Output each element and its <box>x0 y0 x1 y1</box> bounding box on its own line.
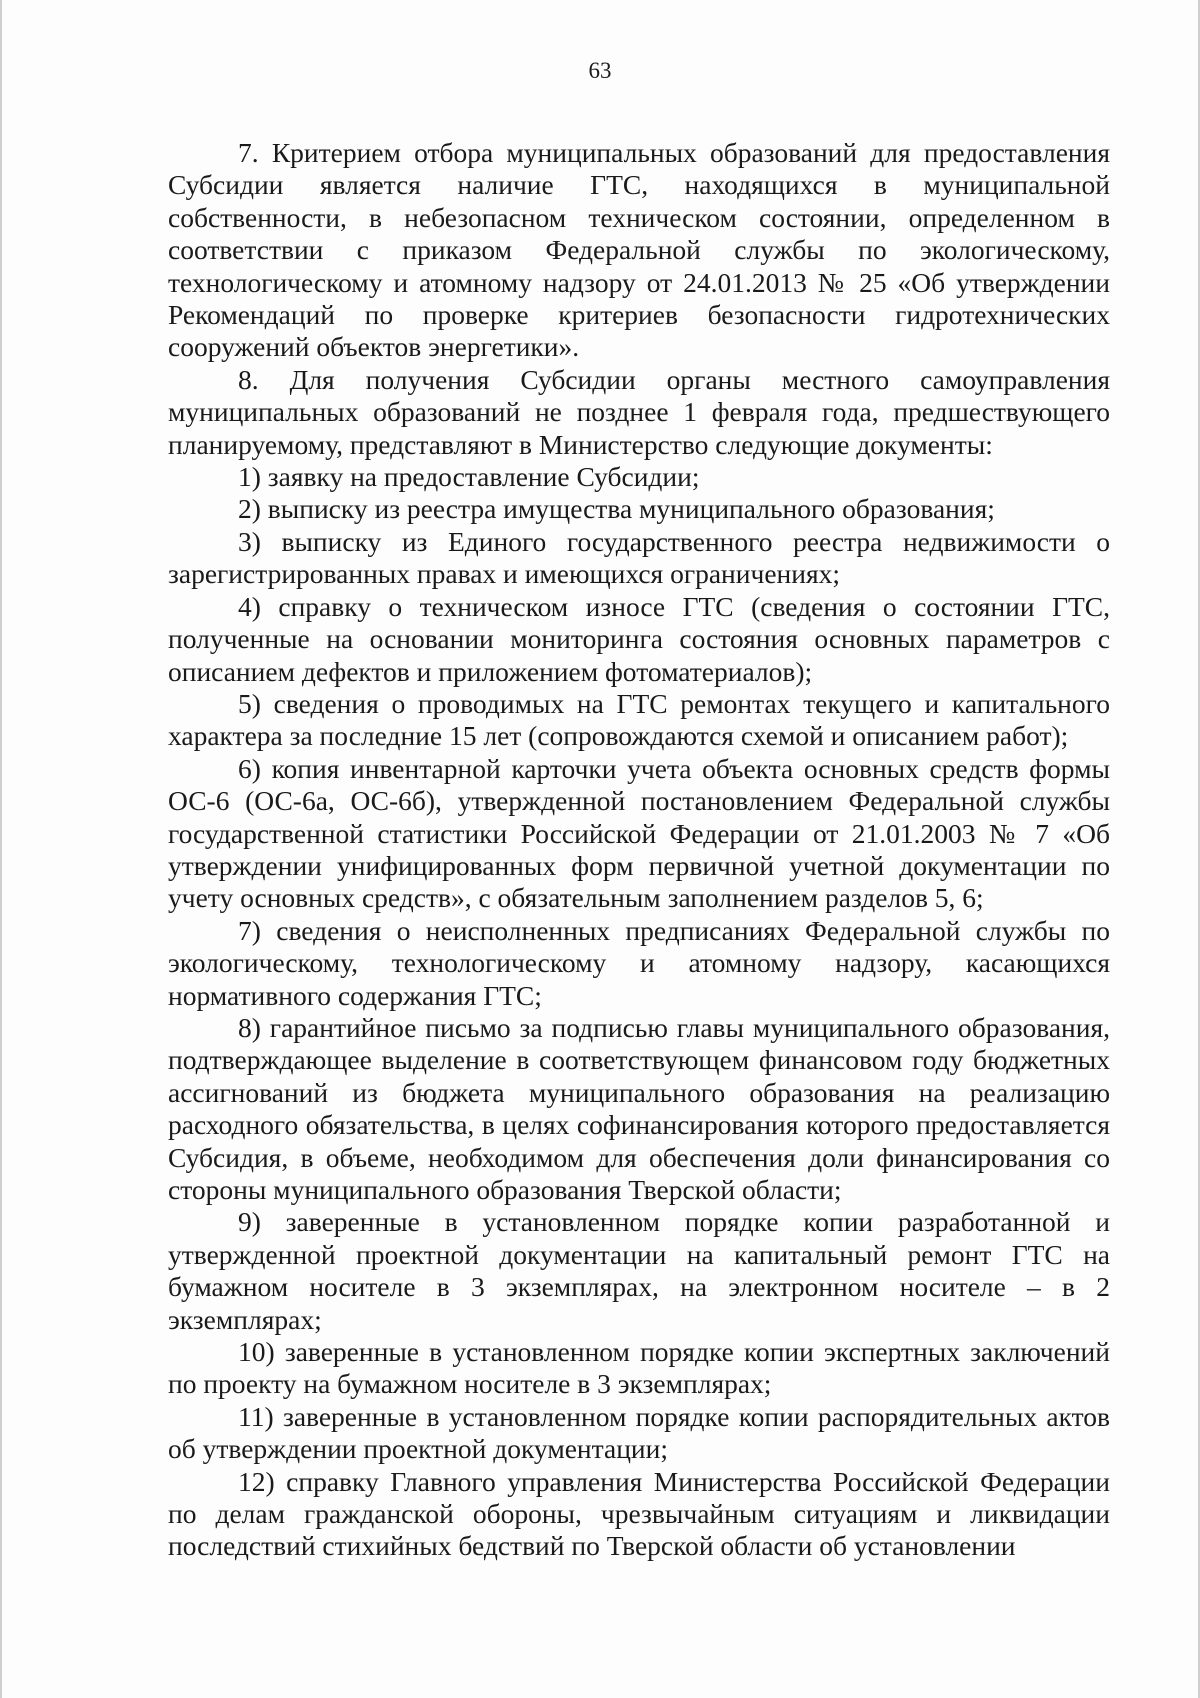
paragraph-8-required-documents: 8. Для получения Субсидии органы местного самоуправления муниципальных образований не позднее 1 февраля года, предшествующего планируемому, представляют в Министерство следующие документы: <box>168 363 1110 460</box>
list-item-12: 12) справку Главного управления Министерства Российской Федерации по делам гражданской обороны, чрезвычайным ситуациям и ликвидации последствий стихийных бедствий по Тверской области об установлении <box>168 1465 1110 1562</box>
list-item-3: 3) выписку из Единого государственного реестра недвижимости о зарегистрированных правах и имеющихся ограничениях; <box>168 525 1110 590</box>
list-item-1: 1) заявку на предоставление Субсидии; <box>238 461 700 493</box>
list-item-2: 2) выписку из реестра имущества муниципального образования; <box>238 493 995 525</box>
list-item-8: 8) гарантийное письмо за подписью главы муниципального образования, подтверждающее выделение в соответствующем финансовом году бюджетных ассигнований из бюджета муниципального образования на реализацию расходного обязательства, в целях софинансирования которого предоставляется Субсидия, в объеме, необходимом для обеспечения доли финансирования со стороны муниципального образования Тверской области; <box>168 1011 1110 1205</box>
document-body <box>168 137 1110 1563</box>
list-item-6: 6) копия инвентарной карточки учета объекта основных средств формы ОС-6 (ОС-6а, ОС-6б), утвержденной постановлением Федеральной службы государственной статистики Российской Федерации от 21.01.2003 № 7 «Об утверждении унифицированных форм первичной учетной документации по учету основных средств», с обязательным заполнением разделов 5, 6; <box>168 752 1110 914</box>
list-item-4: 4) справку о техническом износе ГТС (сведения о состоянии ГТС, полученные на основании мониторинга состояния основных параметров с описанием дефектов и приложением фотоматериалов); <box>168 590 1110 687</box>
scan-edge-left <box>0 0 2 1698</box>
list-item-5: 5) сведения о проводимых на ГТС ремонтах текущего и капитального характера за последние 15 лет (сопровождаются схемой и описанием работ); <box>168 687 1110 752</box>
page-number: 63 <box>588 58 612 83</box>
paragraph-7-selection-criterion: 7. Критерием отбора муниципальных образований для предоставления Субсидии является наличие ГТС, находящихся в муниципальной собственности, в небезопасном техническом состоянии, определенном в соответствии с приказом Федеральной службы по экологическому, технологическому и атомному надзору от 24.01.2013 № 25 «Об утверждении Рекомендаций по проверке критериев безопасности гидротехнических сооружений объектов энергетики». <box>168 137 1110 363</box>
list-item-10: 10) заверенные в установленном порядке копии экспертных заключений по проекту на бумажном носителе в 3 экземплярах; <box>168 1336 1110 1400</box>
list-item-11: 11) заверенные в установленном порядке копии распорядительных актов об утверждении проектной документации; <box>168 1400 1110 1465</box>
list-item-7: 7) сведения о неисполненных предписаниях Федеральной службы по экологическому, технологическому и атомному надзору, касающихся нормативного содержания ГТС; <box>168 914 1110 1011</box>
list-item-9: 9) заверенные в установленном порядке копии разработанной и утвержденной проектной документации на капитальный ремонт ГТС на бумажном носителе в 3 экземплярах, на электронном носителе – в 2 экземплярах; <box>168 1206 1110 1335</box>
